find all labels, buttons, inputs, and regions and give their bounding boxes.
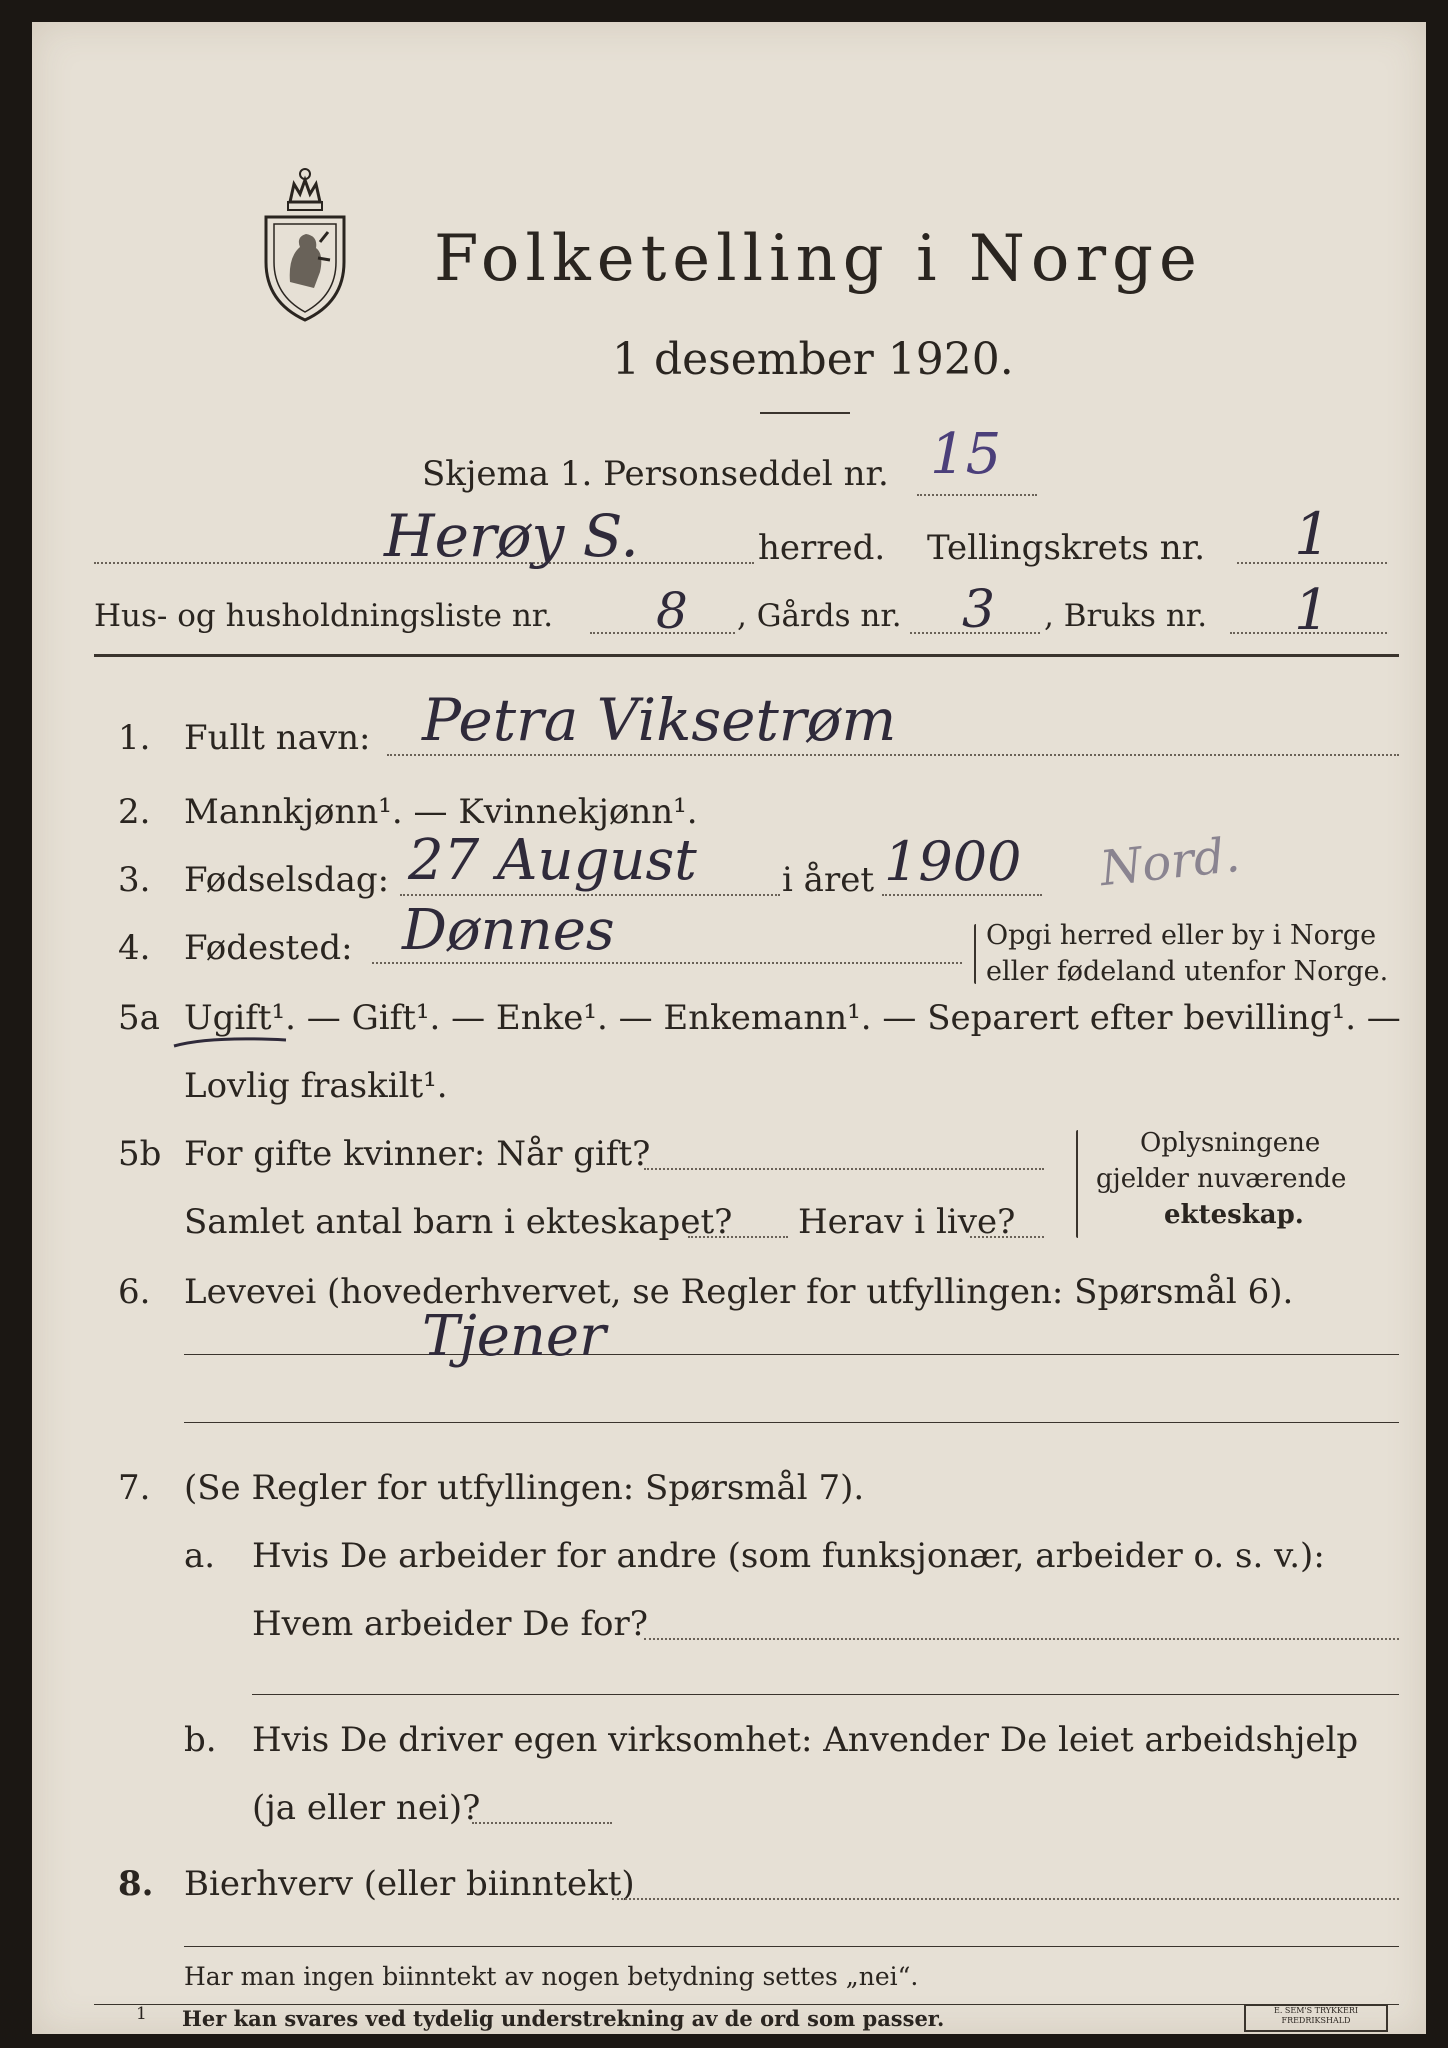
q5a-number: 5a bbox=[118, 998, 160, 1038]
q7b-letter: b. bbox=[184, 1720, 217, 1760]
form-title: Folketelling i Norge bbox=[434, 222, 1203, 296]
q7b-label: Hvis De driver egen virksomhet: Anvender De leiet arbeidshjelp bbox=[252, 1720, 1359, 1760]
year-label: i året bbox=[782, 860, 874, 900]
q6-number: 6. bbox=[118, 1272, 151, 1312]
q7-label: (Se Regler for utfyllingen: Spørsmål 7). bbox=[184, 1468, 865, 1508]
q5b-note-line1: Oplysningene bbox=[1140, 1128, 1321, 1158]
skjema-label: Skjema 1. Personseddel nr. bbox=[422, 454, 889, 494]
margin-note: Nord. bbox=[1097, 826, 1243, 898]
no-income-note: Har man ingen biinntekt av nogen betydning settes „nei“. bbox=[184, 1962, 919, 1991]
q5b-label3: Herav i live? bbox=[798, 1202, 1016, 1242]
herred-label: herred. bbox=[758, 528, 886, 568]
gards-value: 3 bbox=[962, 580, 996, 640]
q2-number: 2. bbox=[118, 792, 151, 832]
q5b-label2: Samlet antal barn i ekteskapet? bbox=[184, 1202, 733, 1242]
title-divider bbox=[760, 412, 850, 414]
q5b-note-line2: gjelder nuværende bbox=[1096, 1164, 1347, 1194]
birthday-value: 27 August bbox=[408, 828, 697, 893]
birthplace-note-brace bbox=[974, 924, 976, 984]
herred-value: Herøy S. bbox=[384, 502, 639, 570]
full-name-value: Petra Viksetrøm bbox=[422, 686, 897, 754]
employer-field[interactable] bbox=[644, 1638, 1399, 1640]
census-date: 1 desember 1920. bbox=[612, 334, 1014, 385]
tellingskrets-label: Tellingskrets nr. bbox=[927, 528, 1206, 568]
q1-label: Fullt navn: bbox=[184, 718, 371, 758]
tellingskrets-value: 1 bbox=[1294, 500, 1331, 568]
husholdningsliste-value: 8 bbox=[656, 582, 688, 640]
q5b-label1: For gifte kvinner: Når gift? bbox=[184, 1134, 651, 1174]
occupation-field[interactable] bbox=[184, 1354, 1399, 1355]
printer-stamp: E. SEM'S TRYKKERI FREDRIKSHALD bbox=[1244, 2004, 1388, 2032]
bruks-value: 1 bbox=[1294, 578, 1330, 643]
header-divider bbox=[94, 654, 1399, 657]
children-total-field[interactable] bbox=[688, 1236, 788, 1238]
q4-number: 4. bbox=[118, 928, 151, 968]
q7a-label: Hvis De arbeider for andre (som funksjonær, arbeider o. s. v.): bbox=[252, 1536, 1325, 1576]
personseddel-nr-field[interactable] bbox=[917, 494, 1037, 496]
q8-label: Bierhverv (eller biinntekt) bbox=[184, 1864, 635, 1904]
birth-year-value: 1900 bbox=[884, 830, 1022, 893]
footnote-mark: 1 bbox=[136, 2004, 147, 2024]
employer-field-2[interactable] bbox=[252, 1694, 1399, 1695]
occupation-value: Tjener bbox=[422, 1304, 606, 1369]
q8-number: 8. bbox=[118, 1864, 154, 1904]
q4-label: Fødested: bbox=[184, 928, 353, 968]
birthplace-note-line1: Opgi herred eller by i Norge bbox=[986, 920, 1377, 951]
q2-gender-options[interactable]: Mannkjønn¹. — Kvinnekjønn¹. bbox=[184, 792, 698, 832]
census-form-paper bbox=[32, 22, 1426, 2034]
personseddel-nr-value: 15 bbox=[930, 422, 1002, 487]
marital-status-options-2[interactable]: Lovlig fraskilt¹. bbox=[184, 1066, 448, 1106]
coat-of-arms-icon bbox=[260, 162, 350, 322]
birth-year-field[interactable] bbox=[882, 894, 1042, 896]
birthplace-value: Dønnes bbox=[402, 898, 615, 963]
birthplace-note-line2: eller fødeland utenfor Norge. bbox=[986, 956, 1389, 987]
q3-label: Fødselsdag: bbox=[184, 860, 390, 900]
q5b-number: 5b bbox=[118, 1134, 162, 1174]
q3-number: 3. bbox=[118, 860, 151, 900]
birthday-field[interactable] bbox=[400, 894, 780, 896]
q7a-label2: Hvem arbeider De for? bbox=[252, 1604, 648, 1644]
ugift-underline-mark bbox=[170, 1032, 290, 1052]
children-alive-field[interactable] bbox=[970, 1236, 1044, 1238]
footnote-text: Her kan svares ved tydelig understrekning av de ord som passer. bbox=[182, 2006, 945, 2031]
occupation-field-2[interactable] bbox=[184, 1422, 1399, 1423]
q7b-label2: (ja eller nei)? bbox=[252, 1788, 481, 1828]
footer-divider bbox=[94, 2004, 1399, 2005]
q7a-letter: a. bbox=[184, 1536, 216, 1576]
q7-number: 7. bbox=[118, 1468, 151, 1508]
marital-status-options[interactable]: Ugift¹. — Gift¹. — Enke¹. — Enkemann¹. — Separert efter bevilling¹. — bbox=[184, 998, 1401, 1038]
gards-label: , Gårds nr. bbox=[737, 598, 902, 634]
side-income-field-2[interactable] bbox=[184, 1946, 1399, 1947]
hired-help-field[interactable] bbox=[472, 1822, 612, 1824]
q5b-note-line3: ekteskap. bbox=[1164, 1200, 1304, 1230]
side-income-field[interactable] bbox=[612, 1898, 1399, 1900]
bruks-label: , Bruks nr. bbox=[1044, 598, 1208, 634]
q5b-note-brace bbox=[1076, 1130, 1078, 1238]
q1-number: 1. bbox=[118, 718, 151, 758]
full-name-field[interactable] bbox=[387, 754, 1399, 756]
husholdningsliste-label: Hus- og husholdningsliste nr. bbox=[94, 598, 554, 634]
q6-label: Levevei (hovederhvervet, se Regler for utfyllingen: Spørsmål 6). bbox=[184, 1272, 1294, 1312]
married-when-field[interactable] bbox=[644, 1168, 1044, 1170]
